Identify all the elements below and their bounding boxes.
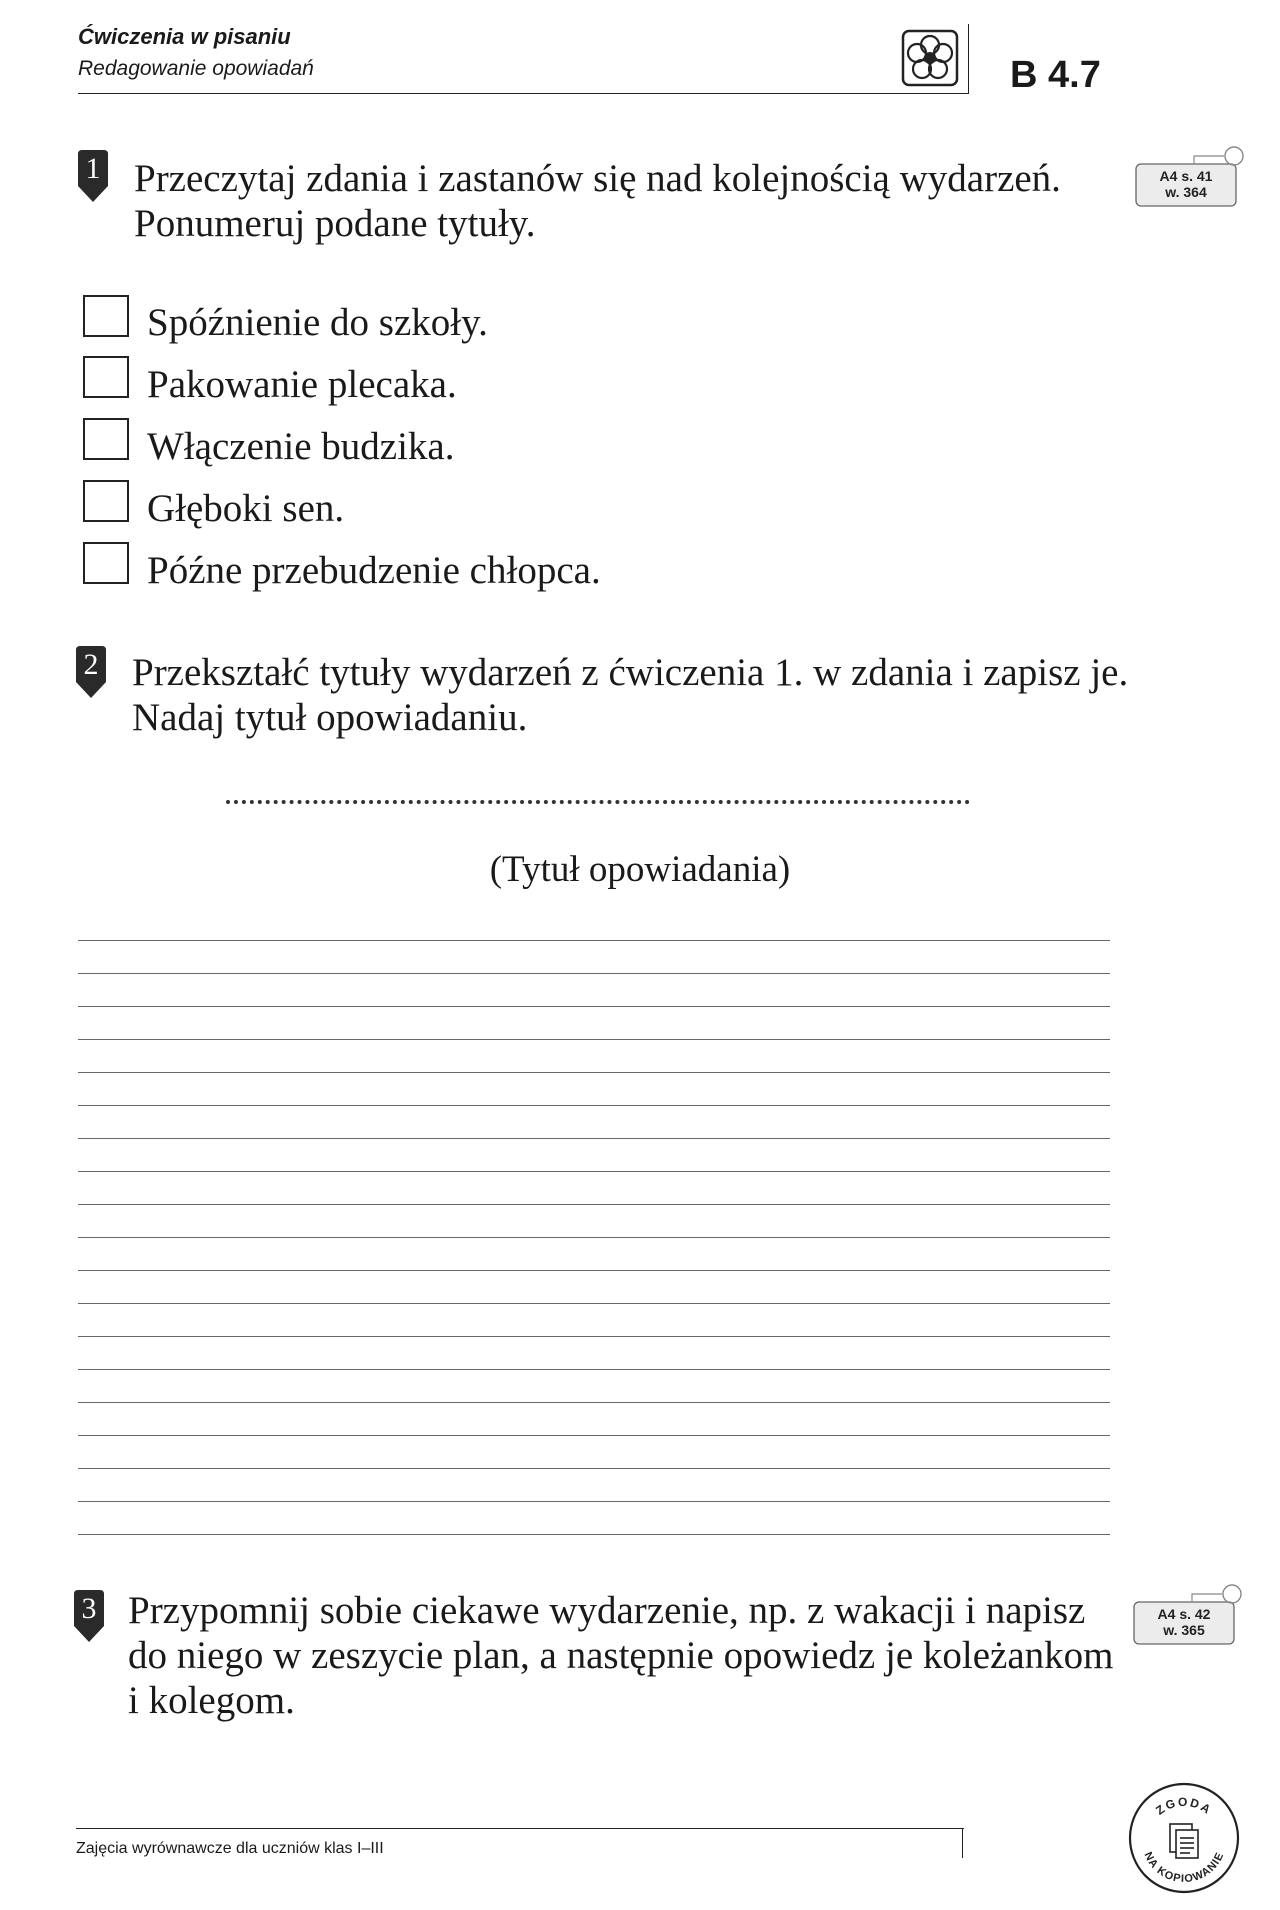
writing-line[interactable] bbox=[78, 1336, 1110, 1337]
instruction-line: Ponumeruj podane tytuły. bbox=[134, 202, 536, 245]
reference-key-tag bbox=[1132, 1582, 1247, 1652]
footer-rule-vertical bbox=[962, 1828, 963, 1858]
writing-line[interactable] bbox=[78, 1072, 1110, 1073]
exercise-number: 1 bbox=[85, 152, 101, 185]
tag-line: w. 364 bbox=[1165, 184, 1207, 200]
writing-line[interactable] bbox=[78, 1006, 1110, 1007]
writing-line[interactable] bbox=[78, 1501, 1110, 1502]
instruction-line: Nadaj tytuł opowiadaniu. bbox=[132, 696, 528, 739]
exercise-1-instruction bbox=[134, 156, 1061, 246]
exercise-3-instruction bbox=[128, 1588, 1113, 1723]
order-number-box[interactable] bbox=[83, 295, 129, 337]
header-rule-vertical bbox=[968, 24, 969, 94]
event-title: Późne przebudzenie chłopca. bbox=[147, 549, 601, 592]
writing-line[interactable] bbox=[78, 1402, 1110, 1403]
footer-text: Zajęcia wyrównawcze dla uczniów klas I–III bbox=[76, 1840, 384, 1857]
story-title-field[interactable] bbox=[226, 800, 970, 804]
instruction-line: do niego w zeszycie plan, a następnie opowiedz je koleżankom bbox=[128, 1634, 1114, 1677]
writing-line[interactable] bbox=[78, 1303, 1110, 1304]
event-title: Pakowanie plecaka. bbox=[147, 363, 457, 406]
event-title: Spóźnienie do szkoły. bbox=[147, 301, 488, 344]
header-rule bbox=[78, 93, 968, 94]
stamp-top-text: ZGODA bbox=[1153, 1794, 1215, 1818]
event-title: Włączenie budzika. bbox=[147, 425, 455, 468]
exercise-number: 3 bbox=[81, 1592, 97, 1625]
tag-line: w. 365 bbox=[1163, 1622, 1205, 1638]
flower-logo-icon bbox=[900, 28, 960, 88]
exercise-number: 2 bbox=[83, 648, 99, 681]
event-title: Głęboki sen. bbox=[147, 487, 345, 530]
writing-line[interactable] bbox=[78, 973, 1110, 974]
exercise-number-badge bbox=[76, 646, 106, 698]
order-number-box[interactable] bbox=[83, 480, 129, 522]
order-number-box[interactable] bbox=[83, 542, 129, 584]
copy-permission-stamp-icon bbox=[1126, 1780, 1242, 1896]
instruction-line: Przekształć tytuły wydarzeń z ćwiczenia 1. w zdania i zapisz je. bbox=[132, 651, 1129, 694]
writing-line[interactable] bbox=[78, 1138, 1110, 1139]
exercise-number-badge bbox=[78, 150, 108, 202]
writing-line[interactable] bbox=[78, 1468, 1110, 1469]
order-number-box[interactable] bbox=[83, 418, 129, 460]
writing-line[interactable] bbox=[78, 1270, 1110, 1271]
instruction-line: i kolegom. bbox=[128, 1679, 295, 1722]
writing-line[interactable] bbox=[78, 1171, 1110, 1172]
writing-line[interactable] bbox=[78, 1369, 1110, 1370]
exercise-number-badge bbox=[74, 1590, 104, 1642]
instruction-line: Przypomnij sobie ciekawe wydarzenie, np. z wakacji i napisz bbox=[128, 1589, 1086, 1632]
page-code: B 4.7 bbox=[1010, 54, 1101, 96]
section-title: Ćwiczenia w pisaniu bbox=[78, 24, 291, 49]
reference-key-tag bbox=[1134, 144, 1249, 214]
writing-line[interactable] bbox=[78, 1039, 1110, 1040]
section-subtitle: Redagowanie opowiadań bbox=[78, 57, 314, 80]
footer-rule bbox=[76, 1828, 964, 1829]
story-title-caption: (Tytuł opowiadania) bbox=[489, 849, 791, 890]
writing-line[interactable] bbox=[78, 940, 1110, 941]
tag-line: A4 s. 41 bbox=[1159, 168, 1213, 184]
writing-line[interactable] bbox=[78, 1105, 1110, 1106]
tag-line: A4 s. 42 bbox=[1157, 1606, 1211, 1622]
exercise-2-instruction bbox=[132, 650, 1128, 740]
writing-line[interactable] bbox=[78, 1435, 1110, 1436]
stamp-bottom-text: NA KOPIOWANIE bbox=[1141, 1850, 1227, 1886]
writing-line[interactable] bbox=[78, 1534, 1110, 1535]
order-number-box[interactable] bbox=[83, 356, 129, 398]
writing-line[interactable] bbox=[78, 1204, 1110, 1205]
instruction-line: Przeczytaj zdania i zastanów się nad kolejnością wydarzeń. bbox=[134, 157, 1061, 200]
writing-line[interactable] bbox=[78, 1237, 1110, 1238]
